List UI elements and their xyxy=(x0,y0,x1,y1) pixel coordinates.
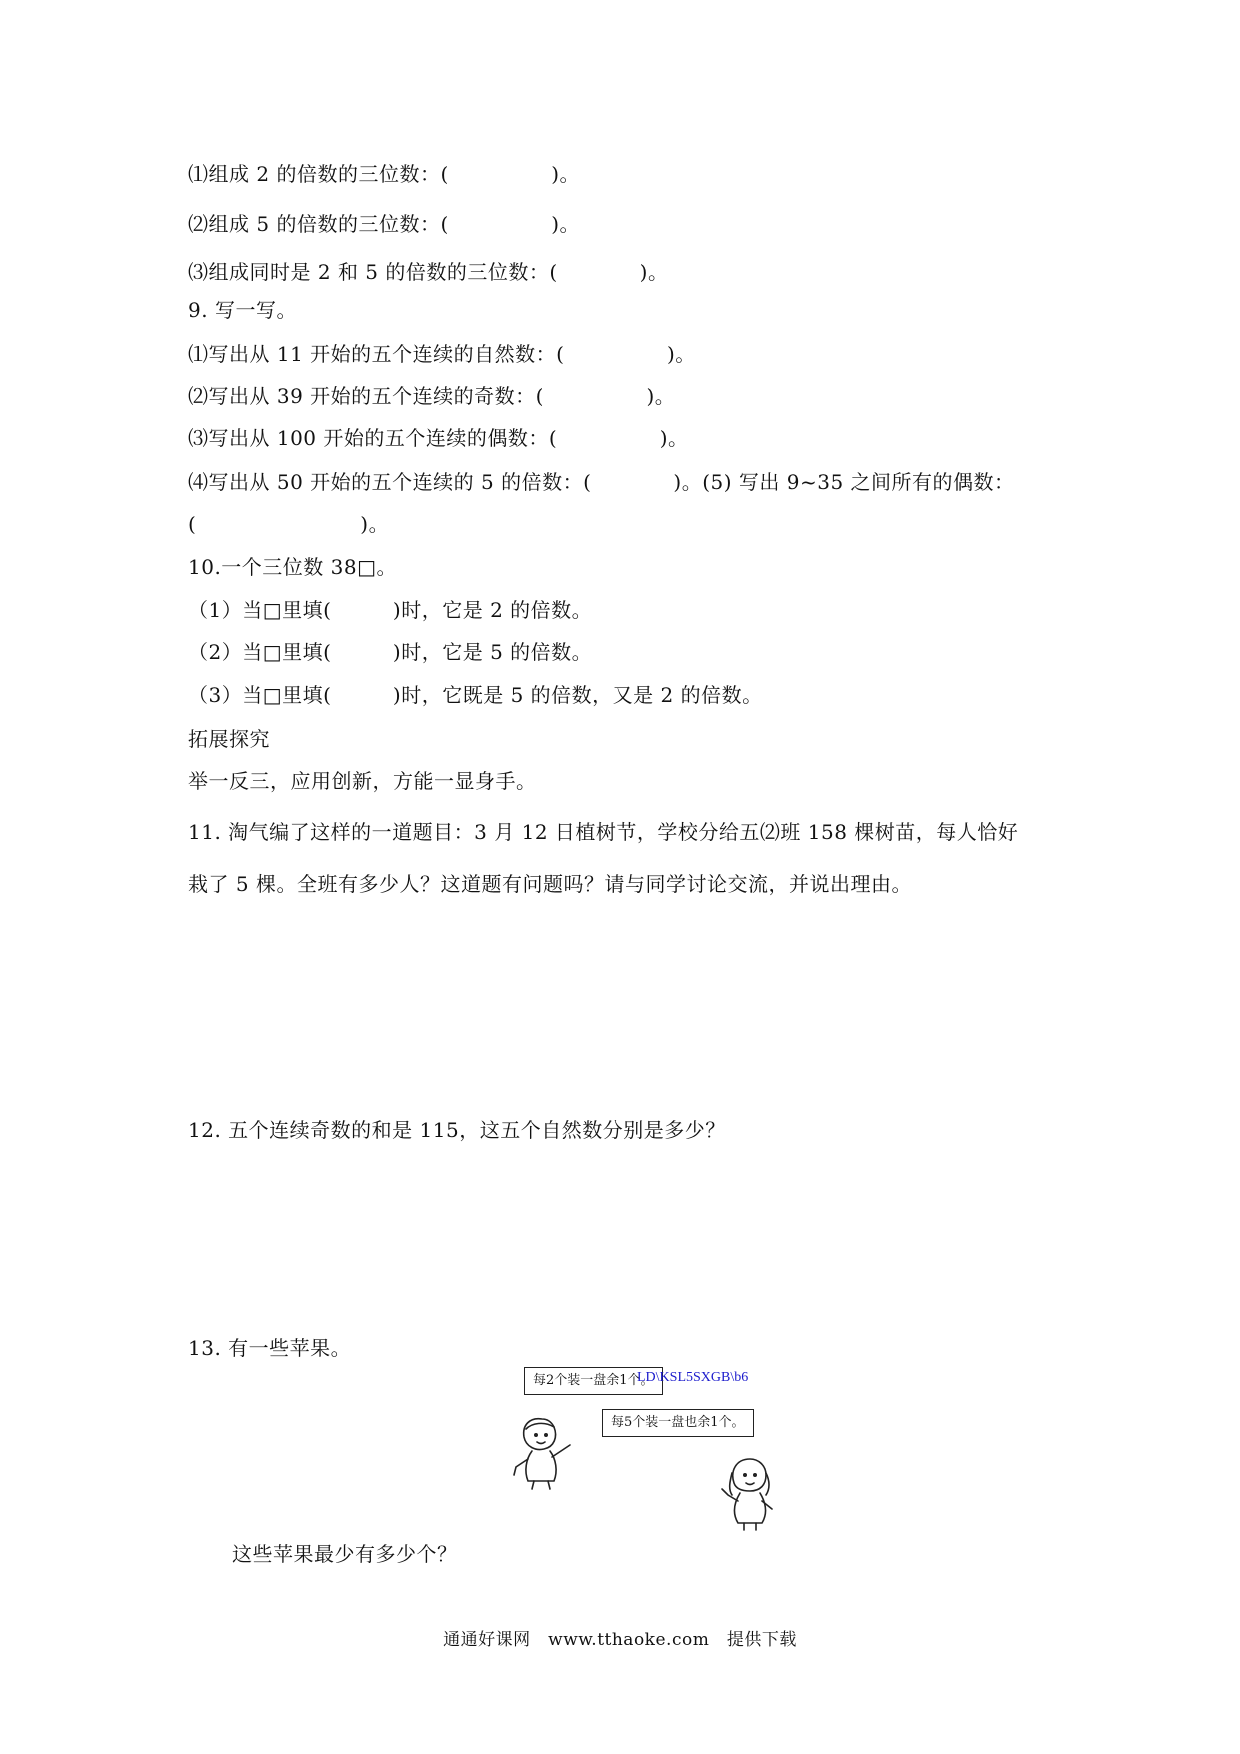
q11-line1: 11. 淘气编了这样的一道题目：3 月 12 日植树节，学校分给五⑵班 158 棵树苗，每人恰好 xyxy=(188,820,1019,844)
girl-icon xyxy=(718,1455,784,1531)
speech-bubble-boy: 每2个装一盘余1个。 xyxy=(524,1367,663,1395)
q9-part5: ( )。 xyxy=(188,512,390,536)
q9-heading: 9. 写一写。 xyxy=(188,298,297,322)
q13-heading: 13. 有一些苹果。 xyxy=(188,1336,352,1360)
q10-heading: 10.一个三位数 38□。 xyxy=(188,555,398,579)
q10-part1: （1）当□里填( )时，它是 2 的倍数。 xyxy=(188,598,593,622)
section-subtitle: 举一反三，应用创新，方能一显身手。 xyxy=(188,769,537,793)
speech-bubble-girl: 每5个装一盘也余1个。 xyxy=(602,1409,754,1437)
q9-part3: ⑶写出从 100 开始的五个连续的偶数：( )。 xyxy=(188,426,689,450)
boy-icon xyxy=(510,1415,576,1491)
q10-part3: （3）当□里填( )时，它既是 5 的倍数，又是 2 的倍数。 xyxy=(188,683,763,707)
q9-part2: ⑵写出从 39 开始的五个连续的奇数：( )。 xyxy=(188,384,676,408)
q8-part3: ⑶组成同时是 2 和 5 的倍数的三位数：( )。 xyxy=(188,260,669,284)
source-stamp: LD\KSL5SXGB\b6 xyxy=(637,1370,749,1385)
apples-illustration xyxy=(510,1365,800,1525)
q13-question: 这些苹果最少有多少个？ xyxy=(232,1542,458,1566)
section-title: 拓展探究 xyxy=(188,727,270,751)
q8-part2: ⑵组成 5 的倍数的三位数：( )。 xyxy=(188,212,581,236)
q10-part2: （2）当□里填( )时，它是 5 的倍数。 xyxy=(188,640,593,664)
q11-line2: 栽了 5 棵。全班有多少人？这道题有问题吗？请与同学讨论交流，并说出理由。 xyxy=(188,872,912,896)
q12-text: 12. 五个连续奇数的和是 115，这五个自然数分别是多少？ xyxy=(188,1118,726,1142)
q9-part1: ⑴写出从 11 开始的五个连续的自然数：( )。 xyxy=(188,342,696,366)
q8-part1: ⑴组成 2 的倍数的三位数：( )。 xyxy=(188,162,581,186)
q9-part4: ⑷写出从 50 开始的五个连续的 5 的倍数：( )。(5) 写出 9~35 之间所有的偶数： xyxy=(188,470,1015,494)
page-footer: 通通好课网 www.tthaoke.com 提供下载 xyxy=(443,1630,797,1650)
